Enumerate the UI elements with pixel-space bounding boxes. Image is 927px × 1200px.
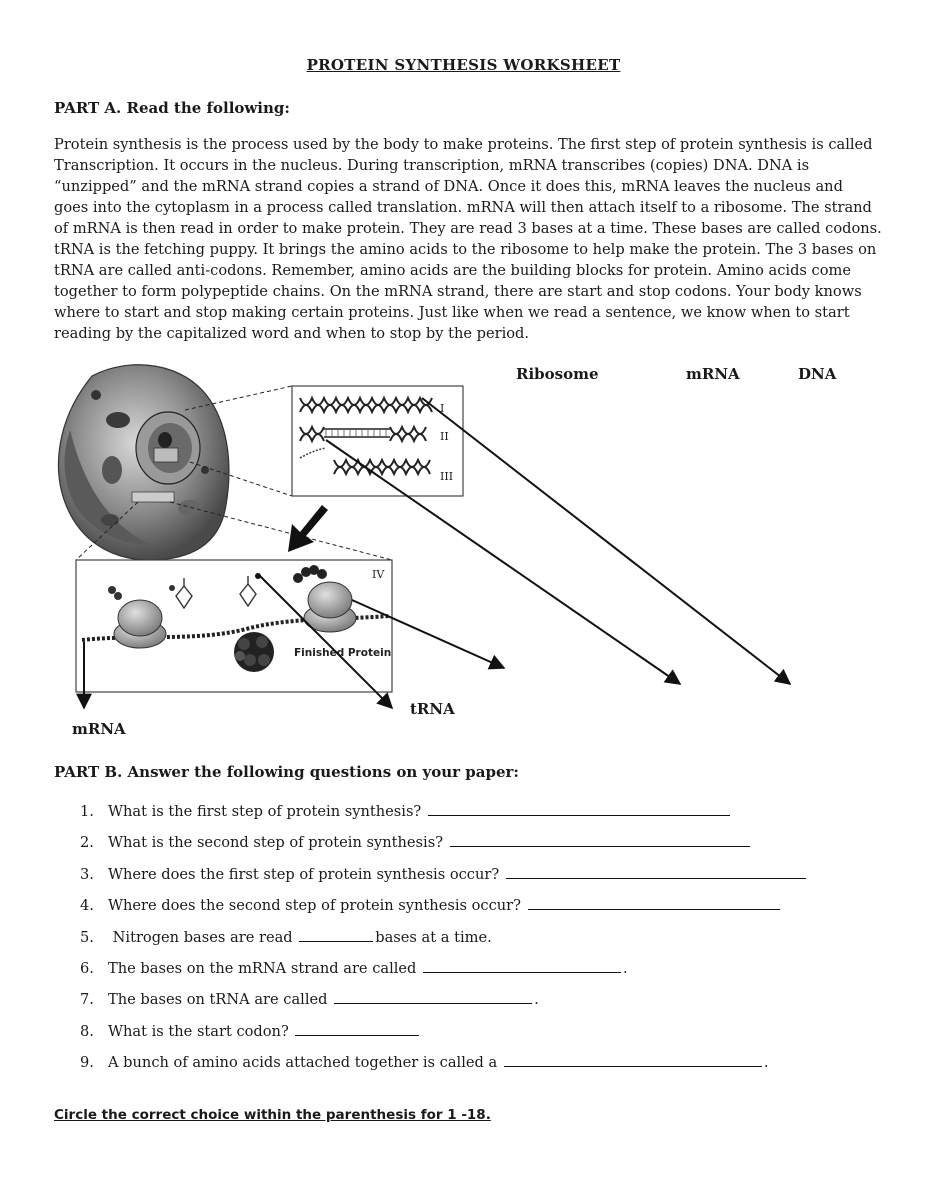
question-number: 2.: [80, 834, 94, 852]
question-text: The bases on the mRNA strand are called: [108, 959, 417, 977]
question-text: A bunch of amino acids attached together is called a: [108, 1054, 498, 1072]
question-item: [80, 960, 808, 991]
question-number: 6.: [80, 959, 94, 977]
roman-label: III: [440, 470, 454, 483]
worksheet-title: PROTEIN SYNTHESIS WORKSHEET: [306, 56, 621, 74]
question-item: [80, 834, 808, 865]
answer-blank[interactable]: [428, 814, 730, 816]
question-suffix: .: [623, 959, 628, 977]
question-number: 9.: [80, 1054, 94, 1072]
question-item: [80, 803, 808, 834]
passage-line: together to form polypeptide chains. On the mRNA strand, there are start and stop codons. Your body knows: [54, 283, 862, 300]
passage-line: Transcription. It occurs in the nucleus. During transcription, mRNA transcribes (copies) DNA. DNA is: [54, 157, 810, 174]
question-suffix: .: [763, 1054, 769, 1072]
question-text: What is the second step of protein synthesis?: [108, 834, 444, 852]
footer-instruction: Circle the correct choice within the parenthesis for 1 -18.: [54, 1107, 491, 1123]
passage-line: reading by the capitalized word and when to stop by the period.: [54, 325, 530, 342]
question-text: What is the start codon?: [108, 1022, 289, 1040]
question-text: What is the first step of protein synthesis?: [108, 803, 422, 820]
question-number: 5.: [80, 928, 94, 946]
cell-illustration: [59, 365, 229, 560]
question-list: [80, 803, 808, 1086]
question-item: [80, 897, 808, 928]
label-mrna-bottom: mRNA: [72, 720, 126, 738]
roman-label: I: [440, 402, 445, 415]
question-suffix: .: [534, 991, 539, 1009]
passage-line: goes into the cytoplasm in a process called translation. mRNA will then attach itself to a ribosome. The strand: [54, 199, 872, 216]
roman-label: II: [440, 430, 449, 443]
answer-blank[interactable]: [334, 1002, 532, 1004]
question-text: Where does the first step of protein synthesis occur?: [108, 865, 500, 883]
label-ribosome: Ribosome: [516, 365, 599, 383]
question-number: 1.: [80, 803, 94, 820]
answer-blank[interactable]: [528, 908, 780, 910]
answer-blank[interactable]: [299, 940, 373, 942]
passage-line: tRNA are called anti-codons. Remember, amino acids are the building blocks for protein. Amino acids come: [54, 262, 851, 279]
question-number: 7.: [80, 991, 94, 1009]
down-arrow-icon: [288, 505, 328, 552]
passage-line: of mRNA is then read in order to make protein. They are read 3 bases at a time. These bases are called codons.: [54, 220, 882, 237]
question-text: Nitrogen bases are read: [108, 928, 293, 946]
dna-inset-box: [292, 386, 463, 496]
question-item: [80, 1054, 808, 1085]
question-item: [80, 1023, 808, 1054]
part-a-heading: PART A. Read the following:: [54, 99, 290, 117]
question-number: 3.: [80, 865, 94, 883]
answer-blank[interactable]: [506, 877, 806, 879]
answer-blank[interactable]: [295, 1034, 419, 1036]
finished-protein-blob: [234, 632, 274, 672]
question-text: Where does the second step of protein synthesis occur?: [108, 897, 521, 915]
passage-line: Protein synthesis is the process used by the body to make proteins. The first step of protein synthesis is called: [54, 136, 873, 153]
answer-blank[interactable]: [450, 845, 750, 847]
answer-blank[interactable]: [423, 971, 621, 973]
question-number: 4.: [80, 897, 94, 915]
question-item: [80, 866, 808, 897]
passage-line: tRNA is the fetching puppy. It brings the amino acids to the ribosome to help make the protein. The 3 bases on: [54, 241, 877, 258]
dna-pointer-arrow: [422, 398, 790, 684]
question-item: [80, 991, 808, 1022]
label-dna: DNA: [798, 365, 837, 383]
label-trna: tRNA: [410, 700, 455, 718]
finished-protein-label: Finished Protein: [294, 647, 392, 659]
part-b-heading: PART B. Answer the following questions on your paper:: [54, 763, 519, 781]
question-suffix: bases at a time.: [375, 928, 492, 946]
passage-line: where to start and stop making certain proteins. Just like when we read a sentence, we know when to start: [54, 304, 850, 321]
question-item: [80, 929, 808, 960]
passage-line: “unzipped” and the mRNA strand copies a strand of DNA. Once it does this, mRNA leaves the nucleus and: [54, 178, 843, 195]
roman-label: IV: [372, 568, 385, 581]
label-mrna: mRNA: [686, 365, 740, 383]
question-text: The bases on tRNA are called: [108, 991, 328, 1009]
question-number: 8.: [80, 1022, 94, 1040]
answer-blank[interactable]: [504, 1065, 762, 1067]
